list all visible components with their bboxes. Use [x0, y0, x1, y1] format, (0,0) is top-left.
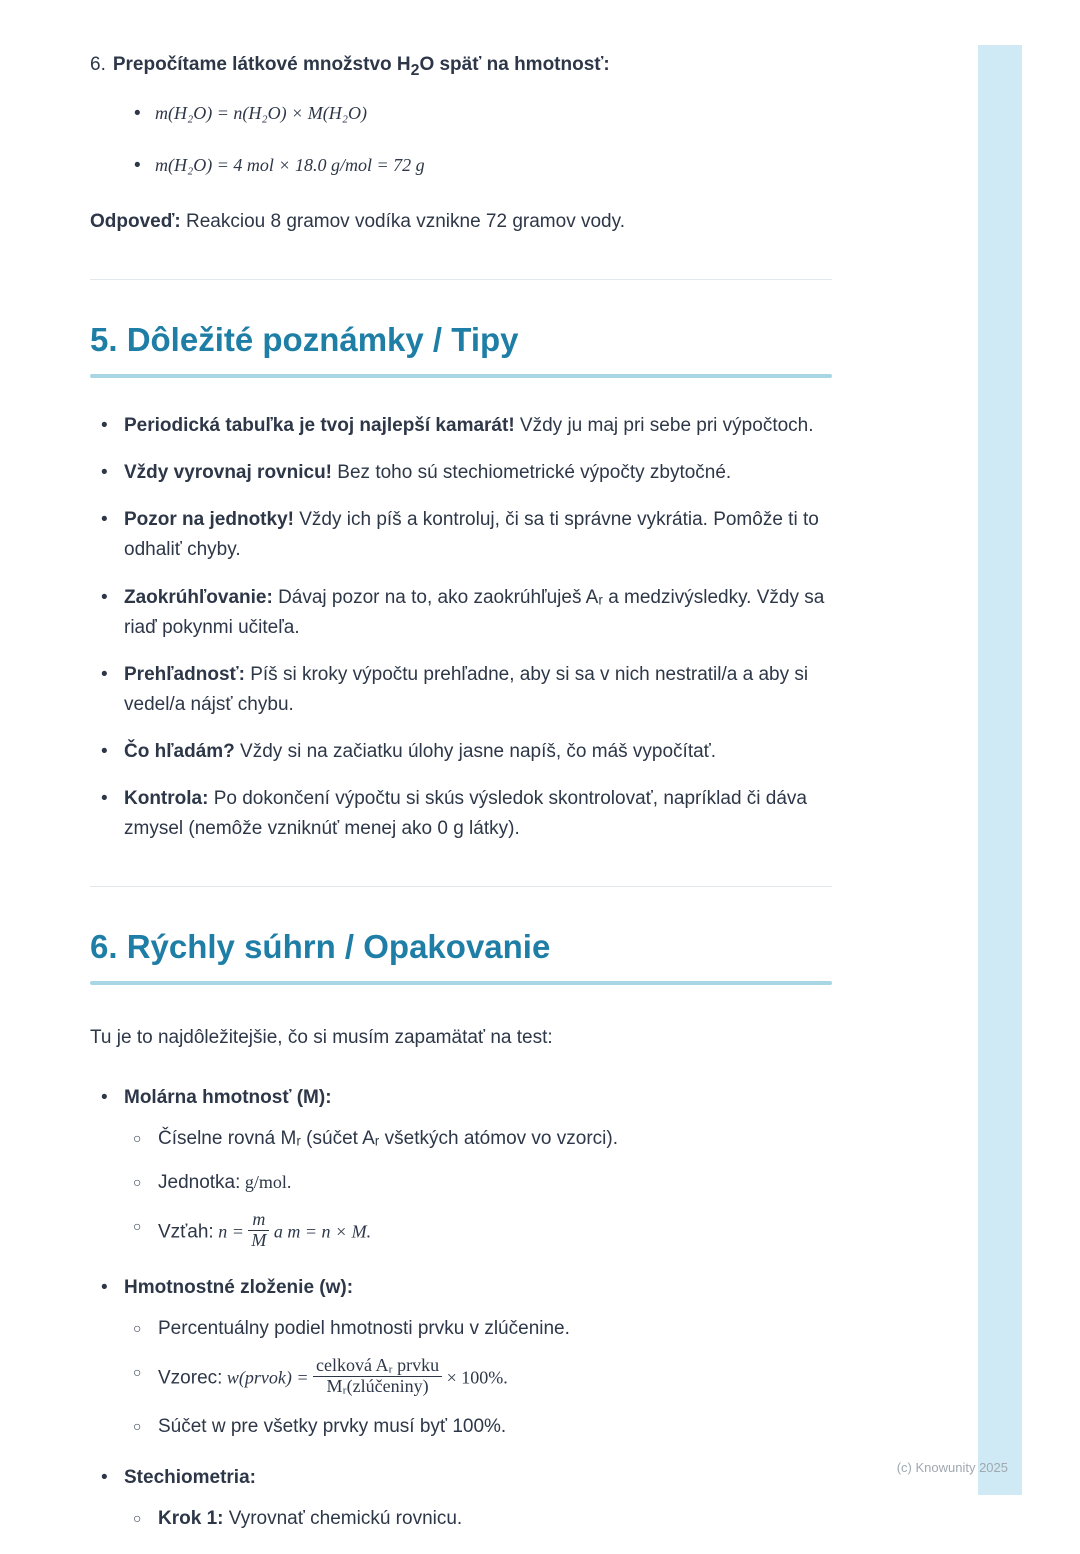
sub-item-text: Súčet w pre všetky prvky musí byť 100%. — [158, 1416, 507, 1438]
formula-text: m(H₂O) = 4 mol × 18.0 g/mol = 72 g — [155, 154, 425, 175]
unit-math: g/mol. — [240, 1172, 292, 1193]
section-6-heading: 6. Rýchly súhrn / Opakovanie — [90, 927, 551, 965]
sub-item — [124, 1168, 832, 1198]
tip-item — [90, 784, 832, 844]
tip-text: Dávaj pozor na to, ako zaokrúhľuješ Aᵣ a medzivýsledky. Vždy sa riaď pokynmi učiteľa. — [124, 586, 825, 638]
tip-text: Po dokončení výpočtu si skús výsledok skontrolovať, napríklad či dáva zmysel (nemôže vzniknúť menej ako 0 g látky). — [124, 787, 807, 839]
sub-item — [124, 1124, 832, 1154]
tip-lead: Prehľadnosť: — [124, 663, 245, 685]
step-title-pre: Prepočítame látkové množstvo H — [112, 54, 411, 75]
tip-text: Píš si kroky výpočtu prehľadne, aby si sa v nich nestratil/a a aby si vedel/a nájsť chybu. — [124, 663, 809, 715]
tip-lead: Periodická tabuľka je tvoj najlepší kamarát! — [124, 415, 515, 437]
tip-item — [90, 505, 832, 565]
tip-text: Vždy si na začiatku úlohy jasne napíš, čo máš vypočítať. — [234, 740, 717, 762]
sub-item-text: Číselne rovná Mᵣ (súčet Aᵣ všetkých atómov vo vzorci). — [158, 1128, 618, 1150]
tip-lead: Pozor na jednotky! — [124, 509, 294, 531]
calculation-step-6 — [90, 50, 832, 237]
answer-line — [90, 207, 832, 237]
tip-item — [90, 411, 832, 441]
sub-item-label: Vzťah: — [158, 1221, 214, 1243]
sub-item — [124, 1314, 832, 1344]
heading-underline-bar — [90, 981, 832, 985]
formula-item — [90, 151, 832, 181]
subscript-2: 2 — [410, 61, 420, 79]
tip-text: Vždy ich píš a kontroluj, či sa ti správne vykrátia. Pomôže ti to odhaliť chyby. — [124, 509, 819, 561]
page-content — [90, 50, 832, 1554]
sub-item — [124, 1209, 832, 1253]
tip-lead: Kontrola: — [124, 787, 209, 809]
right-accent-stripe — [978, 45, 1022, 1495]
section-5-heading: 5. Dôležité poznámky / Tipy — [90, 320, 519, 358]
tip-lead: Čo hľadám? — [124, 740, 235, 762]
sub-item-label: Jednotka: — [158, 1172, 241, 1194]
fraction-denominator: Mᵣ(zlúčeniny) — [326, 1375, 429, 1396]
tip-lead: Zaokrúhľovanie: — [124, 586, 273, 608]
summary-item-mass-fraction — [90, 1273, 832, 1443]
section-divider — [90, 279, 832, 280]
tip-text: Vždy ju maj pri sebe pri výpočtoch. — [514, 415, 814, 437]
tip-item — [90, 660, 832, 720]
fraction-numerator: celková Aᵣ prvku — [313, 1356, 442, 1377]
step-6-title — [90, 50, 832, 83]
step-title-text — [112, 54, 610, 79]
tips-list — [90, 411, 832, 843]
section-5-tips — [90, 320, 832, 844]
section-6-summary — [90, 927, 832, 1534]
sub-item-lead: Krok 1: — [158, 1507, 224, 1529]
answer-text: Reakciou 8 gramov vodíka vznikne 72 gramov vody. — [180, 210, 625, 232]
tip-lead: Vždy vyrovnaj rovnicu! — [124, 462, 333, 484]
fraction-m-over-M — [248, 1210, 269, 1251]
fraction-w-formula — [313, 1356, 442, 1397]
summary-intro: Tu je to najdôležitejšie, čo si musím zapamätať na test: — [90, 1027, 553, 1049]
heading-underline-bar — [90, 374, 832, 378]
formula-pre: w(prvok) = — [222, 1367, 314, 1388]
stoich-sublist — [124, 1504, 832, 1534]
answer-label: Odpoveď: — [90, 210, 181, 232]
formula-list — [90, 99, 832, 181]
tip-item — [90, 583, 832, 643]
tip-text: Bez toho sú stechiometrické výpočty zbytočné. — [332, 462, 732, 484]
mass-sublist — [124, 1314, 832, 1443]
summary-list — [90, 1083, 832, 1533]
sub-item — [124, 1412, 832, 1442]
formula-post: × 100%. — [442, 1367, 508, 1388]
section-divider — [90, 886, 832, 887]
step-number: 6. — [90, 54, 106, 75]
fraction-denominator: M — [251, 1230, 267, 1251]
summary-item-title: Hmotnostné zloženie (w): — [124, 1276, 354, 1298]
relation-pre: n = — [213, 1221, 249, 1242]
formula-item — [90, 99, 832, 129]
copyright-watermark: (c) Knowunity 2025 — [896, 1460, 1008, 1475]
sub-item-label: Vzorec: — [158, 1367, 223, 1389]
summary-item-molar-mass — [90, 1083, 832, 1253]
summary-item-title: Stechiometria: — [124, 1466, 256, 1488]
summary-item-title: Molárna hmotnosť (M): — [124, 1087, 332, 1109]
sub-item — [124, 1504, 832, 1534]
fraction-numerator: m — [248, 1210, 269, 1231]
tip-item — [90, 458, 832, 488]
summary-item-stoichiometry — [90, 1463, 832, 1534]
sub-item-text: Vyrovnať chemickú rovnicu. — [223, 1507, 463, 1529]
step-title-post: O späť na hmotnosť: — [419, 54, 610, 75]
tip-item — [90, 737, 832, 767]
molar-sublist — [124, 1124, 832, 1253]
relation-post: a m = n × M. — [269, 1221, 372, 1242]
sub-item — [124, 1354, 832, 1399]
sub-item-text: Percentuálny podiel hmotnosti prvku v zlúčenine. — [158, 1317, 570, 1339]
formula-text: m(H₂O) = n(H₂O) × M(H₂O) — [155, 102, 368, 123]
